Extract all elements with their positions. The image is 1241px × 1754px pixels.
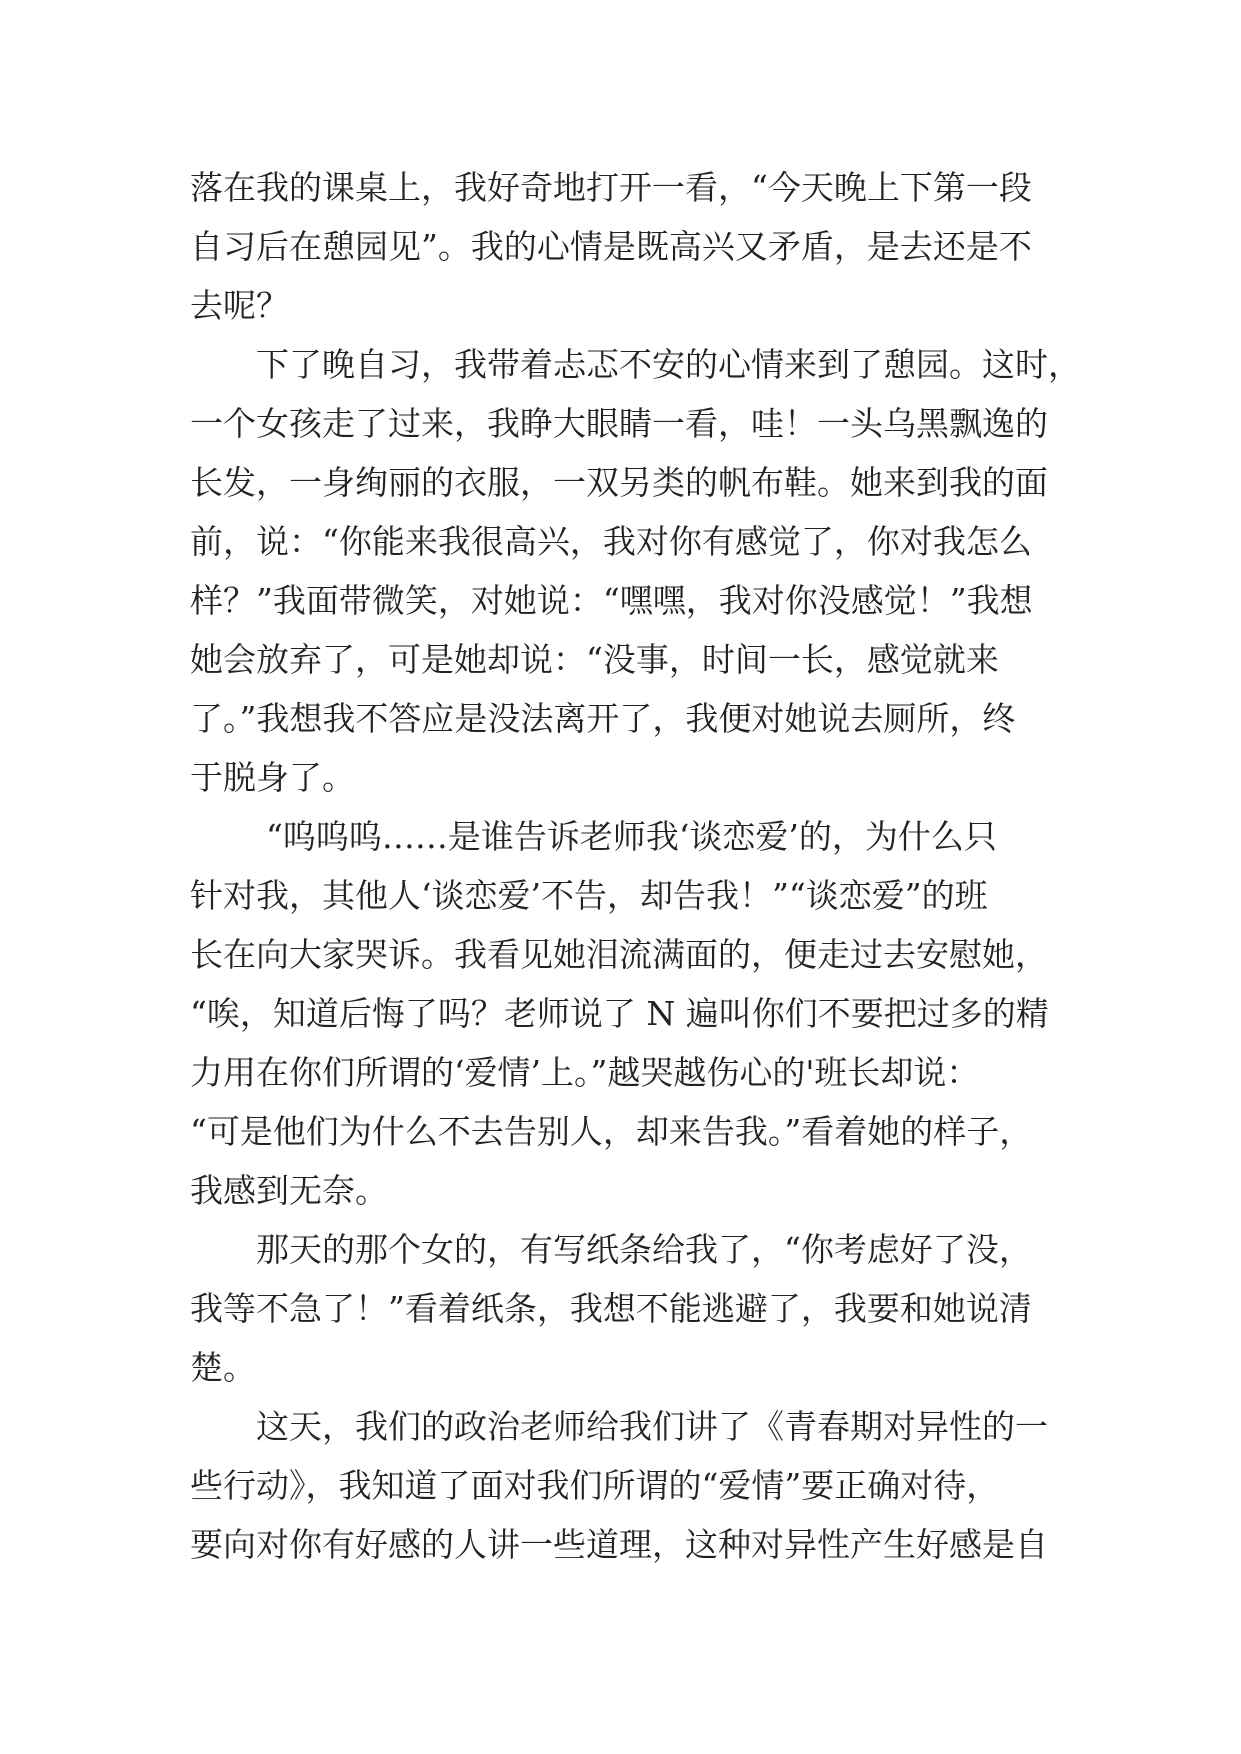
text-line: 力用在你们所谓的‘爱情’上。”越哭越伤心的'班长却说： xyxy=(190,1053,980,1092)
text-line: 下了晚自习，我带着忐忑不安的心情来到了憩园。这时， xyxy=(256,345,1081,384)
text-line: 前，说：“你能来我很高兴，我对你有感觉了，你对我怎么 xyxy=(190,522,1032,561)
paragraph xyxy=(190,807,1070,1220)
text-line: “可是他们为什么不去告别人，却来告我。”看着她的样子， xyxy=(190,1112,1033,1151)
text-line: “呜呜呜……是谁告诉老师我‘谈恋爱’的，为什么只 xyxy=(266,817,997,856)
text-line: 落在我的课桌上，我好奇地打开一看，“今天晚上下第一段 xyxy=(190,168,1032,207)
text-line: 了。”我想我不答应是没法离开了，我便对她说去厕所，终 xyxy=(190,699,1016,738)
text-line: 那天的那个女的，有写纸条给我了，“你考虑好了没， xyxy=(256,1230,1032,1269)
text-line: 长发，一身绚丽的衣服，一双另类的帆布鞋。她来到我的面 xyxy=(190,463,1048,502)
text-line: 一个女孩走了过来，我睁大眼睛一看，哇！一头乌黑飘逸的 xyxy=(190,404,1048,443)
text-line: 我感到无奈。 xyxy=(190,1171,388,1210)
text-line: 针对我，其他人‘谈恋爱’不告，却告我！”“谈恋爱”的班 xyxy=(190,876,988,915)
text-line: 些行动》，我知道了面对我们所谓的“爱情”要正确对待， xyxy=(190,1466,1000,1505)
text-line: 要向对你有好感的人讲一些道理，这种对异性产生好感是自 xyxy=(190,1525,1048,1564)
text-line: 于脱身了。 xyxy=(190,758,355,797)
text-line: 她会放弃了，可是她却说：“没事，时间一长，感觉就来 xyxy=(190,640,999,679)
text-line: 楚。 xyxy=(190,1348,256,1387)
paragraph xyxy=(190,158,1070,335)
text-line: 这天，我们的政治老师给我们讲了《青春期对异性的一 xyxy=(256,1407,1048,1446)
paragraph xyxy=(190,1220,1070,1397)
text-line: “唉，知道后悔了吗？老师说了 N 遍叫你们不要把过多的精 xyxy=(190,994,1049,1033)
text-line: 我等不急了！”看着纸条，我想不能逃避了，我要和她说清 xyxy=(190,1289,1032,1328)
text-line: 样？”我面带微笑，对她说：“嘿嘿，我对你没感觉！”我想 xyxy=(190,581,1033,620)
paragraph xyxy=(190,335,1081,807)
text-line: 自习后在憩园见”。我的心情是既高兴又矛盾，是去还是不 xyxy=(190,227,1032,266)
document-body xyxy=(190,158,1081,1574)
text-line: 长在向大家哭诉。我看见她泪流满面的，便走过去安慰她， xyxy=(190,935,1048,974)
text-line: 去呢？ xyxy=(190,286,289,325)
paragraph xyxy=(190,1397,1070,1574)
